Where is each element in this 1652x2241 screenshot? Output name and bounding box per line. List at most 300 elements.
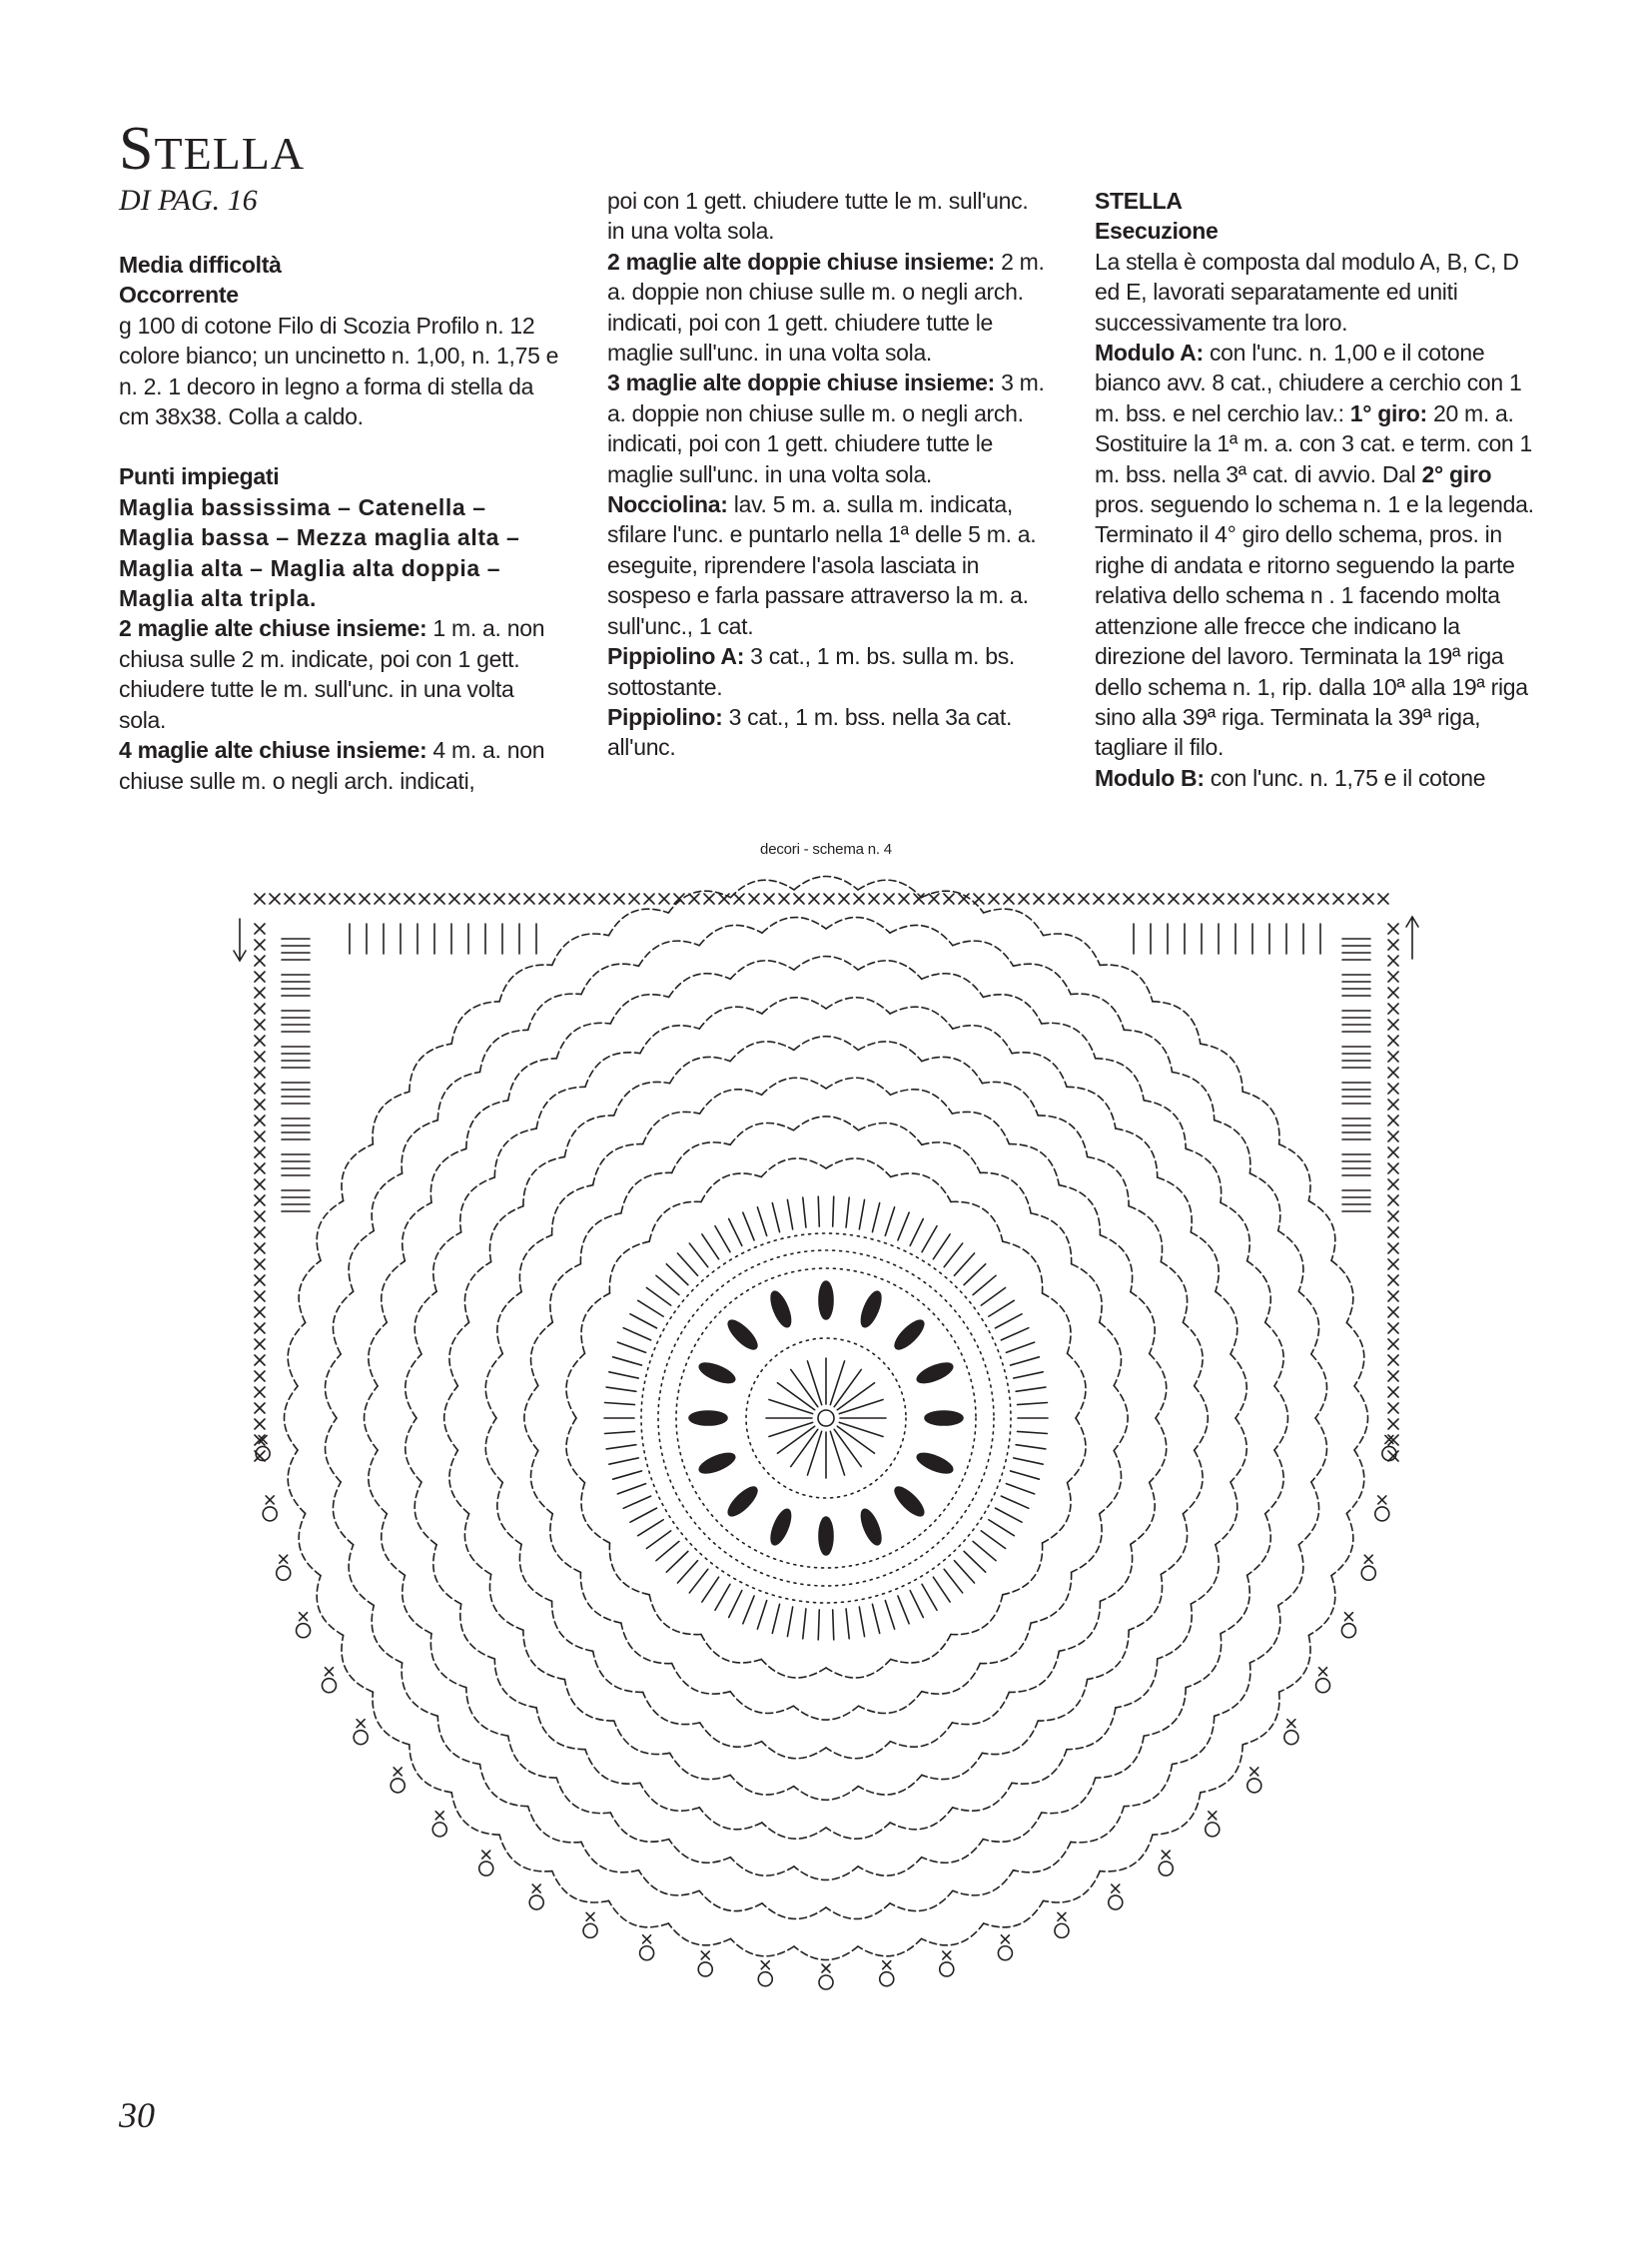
direction-arrow xyxy=(1406,917,1418,959)
chain-arch xyxy=(1096,1059,1145,1101)
radial-stitch xyxy=(623,1496,650,1508)
chain-arch xyxy=(922,1753,983,1779)
picot-loop xyxy=(1341,1624,1355,1638)
chain-arch xyxy=(326,1418,342,1482)
chain-arch xyxy=(451,1793,499,1835)
radial-stitch xyxy=(898,1212,909,1240)
radial-stitch xyxy=(1001,1496,1028,1508)
chain-arch xyxy=(1114,1386,1128,1451)
radial-stitch xyxy=(996,1314,1022,1328)
chain-arch xyxy=(730,1858,794,1875)
chain-arch xyxy=(1298,1291,1318,1354)
stitch-cross xyxy=(482,1851,490,1859)
stitch-cross xyxy=(524,894,534,904)
chain-arch xyxy=(556,1778,610,1813)
term-text: 1 m. a. non chiusa sulle 2 m. indicate, poi con 1 gett. chiudere tutte le m. sull'unc. in una volta sola. xyxy=(119,615,545,733)
chain-arch xyxy=(1072,1514,1103,1573)
chain-arch xyxy=(668,1923,730,1945)
chain-arch xyxy=(951,1201,1003,1241)
stitch-cross xyxy=(599,894,609,904)
chain-arch xyxy=(699,925,762,945)
radial-stitch xyxy=(981,1531,1005,1549)
chain-arch xyxy=(1068,1353,1086,1418)
chain-arch xyxy=(460,1177,495,1232)
chain-arch xyxy=(444,1386,458,1450)
chain-arch xyxy=(494,1659,536,1708)
chain-arch xyxy=(890,1808,953,1830)
chain-arch xyxy=(497,1292,521,1354)
module-a-part2: 20 m. a. Sostituire la 1ª m. a. con 3 cat. e term. con 1 m. bss. nella 3ª cat. di avvio. Dal xyxy=(1095,399,1533,487)
picot-loop xyxy=(1159,1862,1173,1875)
chain-arch xyxy=(1221,1575,1249,1633)
chain-arch xyxy=(649,1201,701,1241)
stitch-cross xyxy=(255,1179,265,1189)
picot-loop xyxy=(758,1972,772,1986)
chain-arch xyxy=(1247,1514,1271,1576)
chain-arch xyxy=(952,1112,1009,1143)
stitch-cross xyxy=(1378,1496,1386,1504)
stitch-cross xyxy=(1243,894,1253,904)
stitch-cross xyxy=(1388,1339,1398,1349)
chain-arch xyxy=(1279,1144,1310,1201)
radial-stitch xyxy=(834,1369,861,1406)
round-2-label: 2° giro xyxy=(1421,460,1492,487)
radial-stitch xyxy=(922,1584,937,1610)
stitch-cross xyxy=(255,1036,265,1046)
stitch-cross xyxy=(761,1961,769,1969)
chain-arch xyxy=(1012,1053,1067,1088)
chain-arch xyxy=(731,1938,795,1956)
chain-arch xyxy=(1071,994,1124,1030)
chain-arch xyxy=(593,1144,643,1185)
chain-arch xyxy=(1183,1322,1203,1386)
chain-arch xyxy=(1215,1663,1250,1716)
stitch-cross xyxy=(701,1951,709,1959)
stitch-cross xyxy=(405,894,414,904)
stitch-cross xyxy=(1154,894,1164,904)
stitch-cross xyxy=(1388,1163,1398,1173)
chain-arch xyxy=(288,1323,306,1387)
chain-arch xyxy=(585,1750,640,1785)
picot-loop xyxy=(880,1972,894,1986)
radial-stitch xyxy=(834,1429,861,1466)
stitch-cross xyxy=(1288,894,1298,904)
picot-loop xyxy=(1109,1895,1123,1909)
chain-arch xyxy=(402,1120,437,1173)
stitch-cross xyxy=(255,1371,265,1381)
stitch-cross xyxy=(1303,894,1313,904)
chain-arch xyxy=(519,1544,551,1601)
chain-arch xyxy=(730,961,794,979)
chain-arch xyxy=(552,934,609,965)
chain-arch xyxy=(1100,1322,1122,1385)
chain-arch xyxy=(1311,1418,1327,1482)
chain-arch xyxy=(585,1053,640,1088)
radial-stitch xyxy=(807,1361,821,1405)
chain-arch xyxy=(1009,1144,1059,1185)
stitch-cross xyxy=(1378,894,1388,904)
chain-arch xyxy=(826,1903,890,1919)
stitch-cross xyxy=(255,1116,265,1125)
module-a-label: Modulo A: xyxy=(1095,340,1204,367)
chain-arch xyxy=(1247,1261,1271,1323)
radial-stitch xyxy=(833,1610,834,1640)
nocciolina-stitch xyxy=(915,1449,955,1476)
chain-arch xyxy=(1144,1101,1186,1149)
stitch-cross xyxy=(1199,894,1209,904)
chain-arch xyxy=(731,880,795,898)
chain-arch xyxy=(349,1545,374,1606)
chain-arch xyxy=(826,1742,890,1759)
chain-arch xyxy=(922,1840,984,1864)
stitch-cross xyxy=(255,972,265,982)
stitch-cross xyxy=(989,894,999,904)
nocciolina-stitch xyxy=(767,1507,794,1547)
chain-arch xyxy=(1124,1765,1172,1807)
stitch-cross xyxy=(1388,1291,1398,1301)
chain-arch xyxy=(451,1002,499,1044)
chain-arch xyxy=(700,1723,762,1747)
continuation-text: poi con 1 gett. chiudere tutte le m. sull'unc. in una volta sola. xyxy=(607,188,1029,245)
radial-stitch xyxy=(830,1431,844,1475)
stitch-cross xyxy=(1169,894,1179,904)
chain-arch xyxy=(285,1386,299,1450)
chain-arch xyxy=(1158,1177,1193,1232)
chain-arch xyxy=(1100,1235,1132,1292)
picot-loop xyxy=(1375,1507,1389,1521)
stitch-cross xyxy=(325,1668,333,1676)
stitch-cross xyxy=(300,1613,308,1621)
chain-arch xyxy=(953,1783,1012,1811)
radial-stitch xyxy=(743,1212,754,1240)
stitch-cross xyxy=(779,894,789,904)
chain-arch xyxy=(826,918,890,934)
stitch-cross xyxy=(586,1912,594,1920)
term-pippiolino xyxy=(607,702,1049,763)
stitch-cross xyxy=(1388,1179,1398,1189)
chain-arch xyxy=(859,1692,922,1714)
stitch-cross xyxy=(1388,988,1398,998)
picot-loop xyxy=(432,1823,446,1837)
stitch-cross xyxy=(255,1100,265,1110)
chain-arch xyxy=(1116,1128,1158,1177)
chain-arch xyxy=(1265,1322,1283,1386)
picot-loop xyxy=(1361,1566,1375,1580)
term-text: lav. 5 m. a. sulla m. indicata, sfilare l'unc. e puntarlo nella 1ª delle 5 m. a. eseguite, riprendere l'asola lasciata in sospeso e farla passare attraverso la m. a. sull'unc., 1 cat. xyxy=(607,491,1037,639)
chain-arch xyxy=(1100,1544,1132,1601)
stitch-cross xyxy=(943,1951,951,1959)
stitch-cross xyxy=(330,894,340,904)
stitch-cross xyxy=(1388,1307,1398,1317)
radial-stitch xyxy=(656,1275,679,1294)
stitch-cross xyxy=(629,894,639,904)
chain-arch xyxy=(649,1595,701,1635)
needed-heading: Occorrente xyxy=(119,282,239,309)
chain-arch xyxy=(858,1775,922,1795)
stitch-cross xyxy=(1388,1131,1398,1141)
radial-stitch xyxy=(743,1596,754,1624)
chain-arch xyxy=(1044,934,1101,965)
stitch-cross xyxy=(255,1243,265,1253)
stitch-cross xyxy=(1388,972,1398,982)
title-initial: S xyxy=(119,115,155,183)
radial-stitch xyxy=(1016,1387,1046,1391)
chain-arch xyxy=(1124,1030,1172,1072)
stitch-cross xyxy=(255,1307,265,1317)
stitch-cross xyxy=(1004,894,1014,904)
chain-arch xyxy=(536,1087,585,1128)
chain-arch xyxy=(1186,1634,1221,1688)
chain-arch xyxy=(1044,1871,1101,1902)
chain-arch xyxy=(1059,1601,1100,1651)
stitch-cross xyxy=(584,894,594,904)
chain-arch xyxy=(581,964,639,994)
stitch-cross xyxy=(255,924,265,934)
module-b-part1: con l'unc. n. 1,75 e il cotone xyxy=(1204,764,1486,791)
chain-arch xyxy=(1249,1173,1279,1231)
stitch-cross xyxy=(1162,1851,1170,1859)
chain-arch xyxy=(890,1723,952,1747)
chain-arch xyxy=(614,1721,670,1754)
stitch-cross xyxy=(1109,894,1119,904)
radial-stitch xyxy=(772,1604,779,1633)
chain-arch xyxy=(670,1753,731,1779)
radial-stitch xyxy=(609,1458,638,1464)
nocciolina-stitch xyxy=(724,1483,761,1520)
chain-arch xyxy=(699,1890,762,1910)
radial-stitch xyxy=(613,1471,642,1479)
radial-stitch xyxy=(803,1609,806,1639)
stitch-cross xyxy=(285,894,295,904)
chain-arch xyxy=(1043,1483,1072,1543)
chain-arch xyxy=(762,1903,826,1919)
chain-arch xyxy=(730,1123,793,1145)
nocciolina-stitch xyxy=(925,1411,963,1425)
stitch-cross xyxy=(884,894,894,904)
stitch-cross xyxy=(899,894,909,904)
chain-arch xyxy=(1311,1354,1327,1418)
chain-arch xyxy=(1279,1636,1310,1693)
chain-arch xyxy=(1201,1044,1242,1092)
chain-arch xyxy=(564,1116,613,1157)
picot-loop xyxy=(277,1566,291,1580)
chain-arch xyxy=(1067,1708,1116,1750)
term-label: 3 maglie alte doppie chiuse insieme: xyxy=(607,370,995,396)
stitch-cross xyxy=(869,894,879,904)
chain-arch xyxy=(430,1634,465,1688)
radial-stitch xyxy=(846,1609,849,1639)
chain-arch xyxy=(761,1158,826,1176)
nocciolina-stitch xyxy=(915,1359,955,1386)
stitch-cross xyxy=(494,894,504,904)
picot-loop xyxy=(698,1962,712,1976)
radial-stitch xyxy=(933,1577,950,1602)
stitch-cross xyxy=(255,1052,265,1062)
stitch-cross xyxy=(569,894,579,904)
term-text: 3 cat., 1 m. bss. nella 3a cat. all'unc. xyxy=(607,703,1013,761)
radial-stitch xyxy=(837,1383,874,1410)
radial-stitch xyxy=(702,1577,719,1602)
chain-arch xyxy=(1265,1450,1283,1514)
picot-loop xyxy=(354,1731,368,1745)
chain-arch xyxy=(672,1142,731,1173)
radial-stitch xyxy=(617,1484,645,1494)
chain-arch xyxy=(952,1692,1009,1724)
radial-stitch xyxy=(1014,1372,1043,1378)
chain-arch xyxy=(1216,1291,1238,1354)
chain-arch xyxy=(699,1007,762,1029)
chain-arch xyxy=(1216,1482,1238,1545)
section-title: STELLA xyxy=(1095,188,1183,214)
stitch-cross xyxy=(1388,1211,1398,1221)
chain-arch xyxy=(794,1867,858,1880)
picot-loop xyxy=(322,1679,336,1693)
radial-stitch xyxy=(787,1199,792,1229)
stitch-cross xyxy=(1318,894,1328,904)
chain-arch xyxy=(382,1261,406,1323)
radial-stitch xyxy=(677,1561,697,1583)
chain-arch xyxy=(523,1156,565,1205)
radial-stitch xyxy=(1018,1403,1048,1405)
chain-arch xyxy=(621,1623,672,1664)
stitch-cross xyxy=(944,894,954,904)
chain-arch xyxy=(464,1262,490,1323)
chain-arch xyxy=(508,1736,557,1778)
stitch-cross xyxy=(1388,1116,1398,1125)
radial-stitch xyxy=(609,1372,638,1378)
chain-arch xyxy=(1158,1604,1193,1659)
picot-loop xyxy=(1382,1446,1396,1460)
chain-arch xyxy=(333,1291,353,1354)
chain-arch xyxy=(701,1173,761,1202)
chain-arch xyxy=(762,1823,826,1839)
picot-loop xyxy=(940,1962,954,1976)
text-column-2 xyxy=(607,186,1049,763)
chain-arch xyxy=(1068,1418,1086,1483)
chain-arch xyxy=(794,877,858,891)
chain-arch xyxy=(580,1213,621,1264)
stitch-cross xyxy=(1319,1668,1327,1676)
term-label: 4 maglie alte chiuse insieme: xyxy=(119,737,427,764)
chain-arch xyxy=(609,1900,669,1927)
chain-arch xyxy=(489,1206,522,1262)
stitch-cross xyxy=(1363,894,1373,904)
stitch-cross xyxy=(315,894,325,904)
chain-arch xyxy=(826,1158,891,1176)
stitch-cross xyxy=(554,894,564,904)
radial-stitch xyxy=(837,1426,874,1453)
radial-stitch xyxy=(922,1226,937,1252)
chain-arch xyxy=(614,1082,670,1115)
chain-arch xyxy=(566,1353,584,1418)
chain-arch xyxy=(1195,1386,1209,1450)
stitch-cross xyxy=(1388,1323,1398,1333)
stitch-cross xyxy=(1229,894,1239,904)
stitch-cross xyxy=(614,894,624,904)
chain-arch xyxy=(460,1604,495,1659)
chain-arch xyxy=(333,1482,353,1545)
chain-arch xyxy=(859,1123,922,1145)
stitch-cross xyxy=(1364,1555,1372,1563)
chain-arch xyxy=(480,1765,528,1807)
chain-arch xyxy=(317,1576,344,1636)
chain-arch xyxy=(670,1057,731,1083)
stitch-cross xyxy=(659,894,669,904)
radial-stitch xyxy=(791,1369,818,1406)
chain-arch xyxy=(433,1232,461,1291)
chain-arch xyxy=(1131,1292,1155,1354)
radial-stitch xyxy=(702,1234,719,1259)
stitch-cross xyxy=(1139,894,1149,904)
radial-stitch xyxy=(1014,1458,1043,1464)
chain-arch xyxy=(1191,1545,1219,1604)
chain-arch xyxy=(1201,1745,1242,1793)
chain-arch xyxy=(1274,1386,1288,1450)
chain-arch xyxy=(982,1721,1038,1754)
chain-arch xyxy=(508,1059,557,1101)
radial-stitch xyxy=(772,1203,779,1232)
chain-arch xyxy=(1278,1231,1303,1292)
chain-arch xyxy=(699,1808,762,1830)
chain-arch xyxy=(984,1900,1044,1927)
radial-stitch xyxy=(996,1508,1022,1522)
chain-arch xyxy=(403,1575,431,1633)
radial-stitch xyxy=(646,1288,670,1306)
chain-arch xyxy=(794,1037,858,1051)
term-label: 2 maglie alte doppie chiuse insieme: xyxy=(607,248,995,275)
chain-arch xyxy=(762,918,826,934)
chain-arch xyxy=(1088,1156,1130,1205)
picot-loop xyxy=(1055,1923,1069,1937)
picot-loop xyxy=(1247,1779,1261,1793)
chain-arch xyxy=(794,957,858,971)
picot-loop xyxy=(529,1895,543,1909)
picot-loop xyxy=(297,1624,311,1638)
chain-arch xyxy=(317,1201,344,1261)
chain-arch xyxy=(1278,1545,1303,1606)
chain-arch xyxy=(700,1090,762,1114)
chain-arch xyxy=(1173,1716,1215,1764)
chain-arch xyxy=(1031,1213,1072,1264)
chain-arch xyxy=(414,1291,436,1354)
radial-stitch xyxy=(954,1561,974,1583)
chain-arch xyxy=(528,994,581,1030)
chain-arch xyxy=(499,965,552,1002)
intro-text: La stella è composta dal modulo A, B, C, D ed E, lavorati separatamente ed uniti successivamente tra loro. xyxy=(1095,248,1519,336)
page-title xyxy=(119,115,306,183)
radial-stitch xyxy=(769,1399,813,1413)
chain-arch xyxy=(610,1813,668,1842)
picot-loop xyxy=(1206,1823,1220,1837)
chain-arch xyxy=(922,1142,981,1173)
stitch-cross xyxy=(824,894,834,904)
stitch-cross xyxy=(1388,1227,1398,1237)
chain-arch xyxy=(1150,1418,1167,1482)
stitch-cross xyxy=(749,894,759,904)
stitch-cross xyxy=(883,1961,891,1969)
chain-arch xyxy=(640,1783,699,1811)
chain-arch xyxy=(1038,1116,1087,1157)
chain-arch xyxy=(794,1117,859,1130)
chain-arch xyxy=(1003,1543,1043,1595)
chain-arch xyxy=(1331,1514,1353,1576)
chain-arch xyxy=(410,1044,451,1092)
radial-stitch xyxy=(1006,1484,1034,1494)
chain-arch xyxy=(1153,1793,1201,1835)
radial-stitch xyxy=(981,1288,1005,1306)
chain-arch xyxy=(1215,1120,1250,1173)
chain-arch xyxy=(1183,1450,1203,1514)
